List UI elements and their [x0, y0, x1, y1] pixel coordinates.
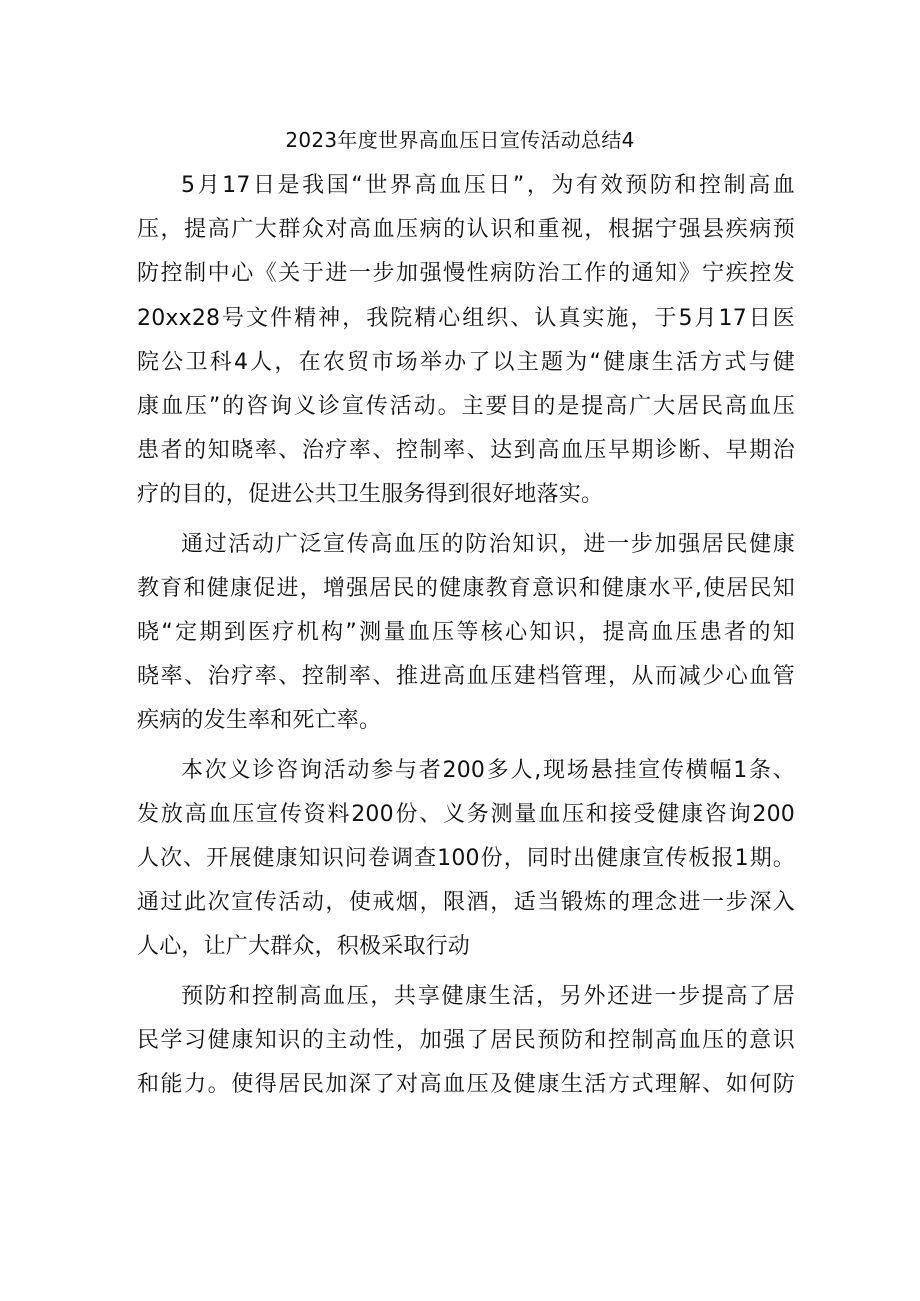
- text-line: 晓“定期到医疗机构”测量血压等核心知识，提高血压患者的知: [137, 620, 795, 646]
- text-line: 患者的知晓率、治疗率、控制率、达到高血压早期诊断、早期治: [137, 438, 795, 464]
- text-line: 发放高血压宣传资料200份、义务测量血压和接受健康咨询200: [137, 801, 795, 827]
- text-line: 院公卫科4人，在农贸市场举办了以主题为“健康生活方式与健: [137, 349, 795, 375]
- text-line: 康血压”的咨询义诊宣传活动。主要目的是提高广大居民高血压: [137, 394, 795, 420]
- text-line: 和能力。使得居民加深了对高血压及健康生活方式理解、如何防: [137, 1072, 795, 1098]
- text-line: 人次、开展健康知识问卷调查100份，同时出健康宣传板报1期。: [137, 846, 795, 872]
- text-line: 教育和健康促进，增强居民的健康教育意识和健康水平,使居民知: [137, 575, 795, 601]
- paragraph-3: [137, 749, 795, 970]
- text-line: 防控制中心《关于进一步加强慢性病防治工作的通知》宁疾控发: [137, 261, 795, 287]
- text-line: 预防和控制高血压，共享健康生活，另外还进一步提高了居: [181, 983, 795, 1009]
- text-line: 疗的目的，促进公共卫生服务得到很好地落实。: [137, 482, 604, 508]
- text-line: 人心，让广大群众，积极采取行动: [137, 934, 471, 960]
- text-line: 5月17日是我国“世界高血压日”，为有效预防和控制高血: [181, 173, 795, 198]
- paragraph-4: [137, 975, 795, 1108]
- text-line: 20xx28号文件精神，我院精心组织、认真实施，于5月17日医: [137, 305, 795, 331]
- text-line: 通过活动广泛宣传高血压的防治知识，进一步加强居民健康: [181, 531, 795, 557]
- text-line: 压，提高广大群众对高血压病的认识和重视，根据宁强县疾病预: [137, 217, 795, 243]
- text-line: 通过此次宣传活动，使戒烟，限酒，适当锻炼的理念进一步深入: [137, 890, 795, 916]
- document-title: 2023年度世界高血压日宣传活动总结4: [285, 128, 635, 152]
- text-line: 民学习健康知识的主动性，加强了居民预防和控制高血压的意识: [137, 1027, 795, 1053]
- paragraph-1: [137, 164, 795, 518]
- paragraph-2: [137, 523, 795, 744]
- text-line: 疾病的发生率和死亡率。: [137, 708, 382, 734]
- text-line: 本次义诊咨询活动参与者200多人,现场悬挂宣传横幅1条、: [181, 757, 795, 783]
- document-body: [137, 164, 795, 1112]
- text-line: 晓率、治疗率、控制率、推进高血压建档管理，从而减少心血管: [137, 664, 795, 690]
